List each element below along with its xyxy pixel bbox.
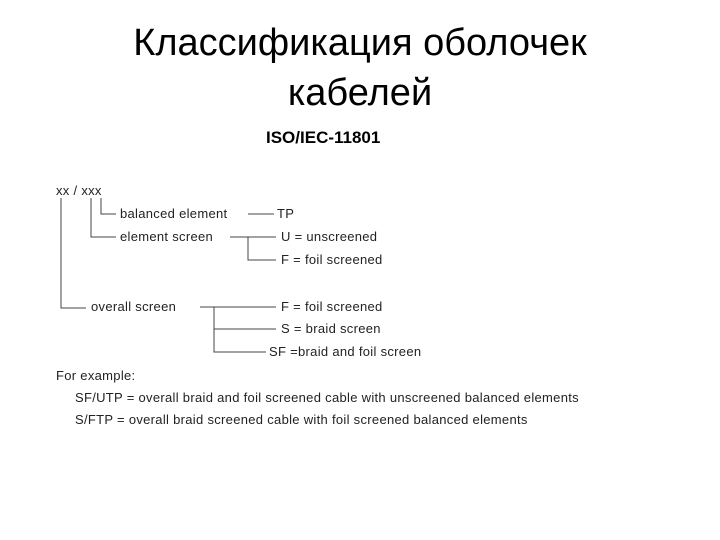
balanced-element-label: balanced element (120, 206, 228, 221)
u-unscreened-label: U = unscreened (281, 229, 378, 244)
title-line-2: кабелей (287, 72, 433, 114)
title-line-1: Классификация оболочек (133, 22, 587, 64)
connector-overall-s (214, 307, 276, 329)
connector-xx-overall (61, 198, 86, 308)
example-s-ftp: S/FTP = overall braid screened cable with foil screened balanced elements (75, 412, 528, 427)
code-pattern: xx / xxx (56, 183, 102, 198)
s-braid-screen-label: S = braid screen (281, 321, 381, 336)
connector-x-balanced (101, 198, 116, 214)
f-foil-screened-label: F = foil screened (281, 252, 383, 267)
tp-label: TP (277, 206, 295, 221)
example-sf-utp: SF/UTP = overall braid and foil screened cable with unscreened balanced elements (75, 390, 579, 405)
standard-label: ISO/IEC-11801 (266, 128, 381, 147)
connector-element-f (248, 237, 276, 260)
connector-overall-sf (214, 329, 266, 352)
sf-braid-foil-label: SF =braid and foil screen (269, 344, 422, 359)
overall-f-foil-label: F = foil screened (281, 299, 383, 314)
connector-x-element-screen (91, 198, 116, 237)
element-screen-label: element screen (120, 229, 214, 244)
overall-screen-label: overall screen (91, 299, 177, 314)
example-heading: For example: (56, 368, 136, 383)
